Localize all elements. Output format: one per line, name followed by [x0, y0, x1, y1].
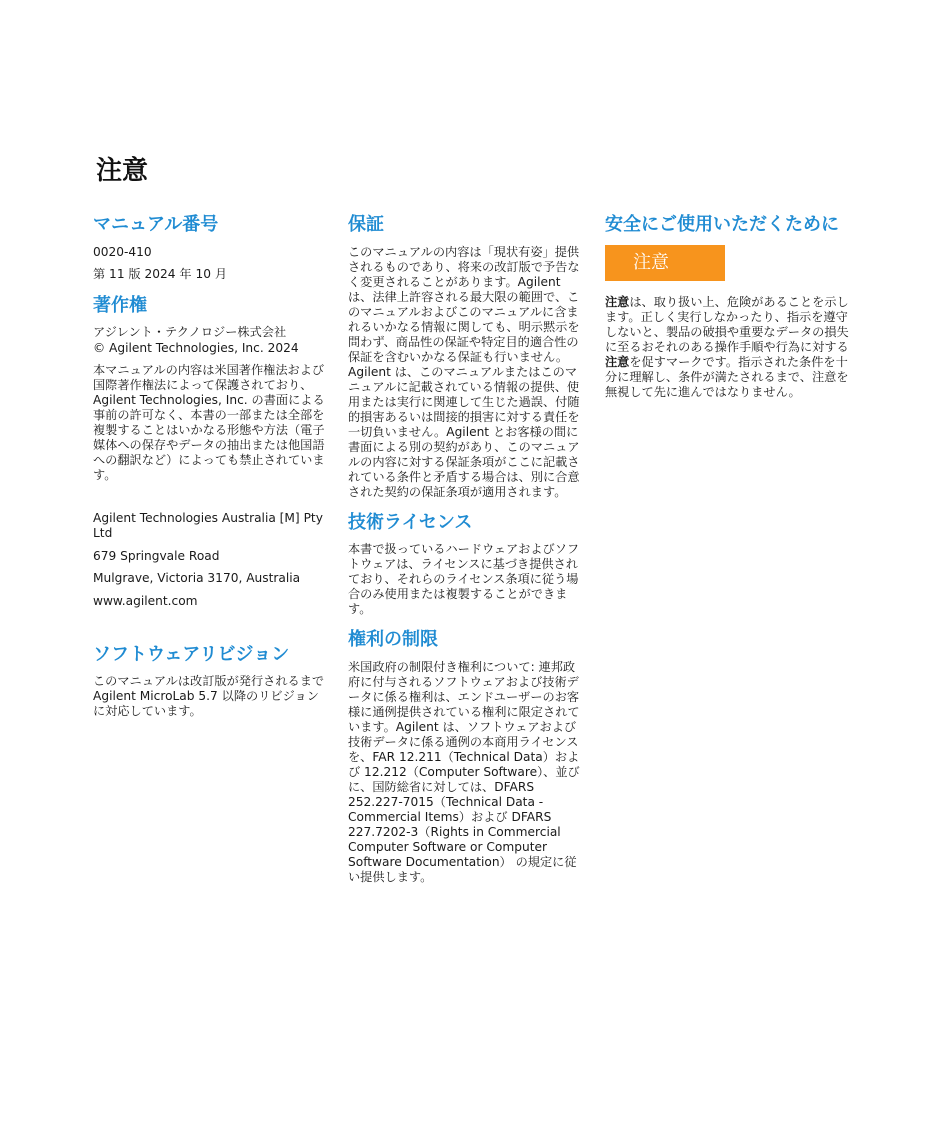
- copyright-line: © Agilent Technologies, Inc. 2024: [93, 340, 299, 355]
- restricted-rights-body: 米国政府の制限付き権利について: 連邦政府に付与されるソフトウェアおよび技術データに係る権利は、エンドユーザーのお客様に通例提供されている権利に限定されています。Agilent は、ソフトウェアおよび技術データに係る通例の本商用ライセンスを、FAR 12.211（Technical Data）および 12.212（Computer Software）、並びに、国防総省に対しては、DFARS 252.227-7015（Technical Data - Commercial Items）および DFARS 227.7202-3（Rights in Commercial Computer Software or Computer Software Documentation） の規定に従い提供します。: [348, 659, 580, 884]
- caution-term: 注意: [605, 294, 630, 309]
- address-company: Agilent Technologies Australia [M] Pty Ltd: [93, 510, 323, 541]
- caution-term-mid: 注意: [605, 354, 630, 369]
- warranty-heading: 保証: [348, 214, 384, 235]
- copyright-heading: 著作権: [93, 294, 147, 316]
- software-revision-heading: ソフトウェアリビジョン: [93, 643, 290, 665]
- tech-license-body: 本書で扱っているハードウェアおよびソフトウェアは、ライセンスに基づき提供されており、それらのライセンス条項に従う場合のみ使用または複製することができます。: [348, 542, 580, 617]
- safety-body-part1: は、取り扱い上、危険があることを示します。正しく実行しなかったり、指示を遵守しないと、製品の破損や重要なデータの損失に至るおそれのある操作手順や行為に対する: [605, 294, 849, 354]
- caution-label: 注意: [605, 245, 725, 281]
- safety-body-part2: を促すマークです。指示された条件を十分に理解し、条件が満たされるまで、注意を無視して先に進んではなりません。: [605, 354, 849, 399]
- middle-column: [348, 214, 586, 885]
- company-jp: アジレント・テクノロジー株式会社: [93, 325, 287, 340]
- safety-body: [605, 295, 850, 400]
- address-web: www.agilent.com: [93, 593, 198, 608]
- edition: 第 11 版 2024 年 10 月: [93, 267, 228, 282]
- manual-number: 0020-410: [93, 244, 152, 259]
- left-column: [93, 214, 331, 719]
- tech-license-heading: 技術ライセンス: [348, 511, 473, 533]
- address-city: Mulgrave, Victoria 3170, Australia: [93, 571, 301, 586]
- address-street: 679 Springvale Road: [93, 548, 220, 563]
- safety-heading: 安全にご使用いただくために: [605, 214, 839, 235]
- page-title: 注意: [96, 156, 149, 186]
- manual-number-heading: マニュアル番号: [93, 214, 219, 235]
- software-revision-body: このマニュアルは改訂版が発行されるまで Agilent MicroLab 5.7 以降のリビジョンに対応しています。: [93, 674, 325, 719]
- warranty-body: このマニュアルの内容は「現状有姿」提供されるものであり、将来の改訂版で予告なく変更されることがあります。Agilent は、法律上許容される最大限の範囲で、このマニュアルおよびこのマニュアルに含まれるいかなる情報に関しても、明示黙示を問わず、商品性の保証や特定目的適合性の保証を含むいかなる保証も行いません。Agilent は、このマニュアルまたはこのマニュアルに記載されている情報の提供、使用または実行に関連して生じた過誤、付随的損害あるいは間接的損害に対する責任を一切負いません。Agilent とお客様の間に書面による別の契約があり、このマニュアルの内容に対する保証条項がここに記載されている条件と矛盾する場合は、別に合意された契約の保証条項が適用されます。: [348, 244, 580, 499]
- right-column: [605, 214, 850, 400]
- restricted-rights-heading: 権利の制限: [348, 629, 438, 651]
- copyright-body: 本マニュアルの内容は米国著作権法および国際著作権法によって保護されており、Agilent Technologies, Inc. の書面による事前の許可なく、本書の一部または全部を複製することはいかなる形態や方法（電子媒体への保存やデータの抽出または他国語への翻訳など）によっても禁止されています。: [93, 362, 325, 482]
